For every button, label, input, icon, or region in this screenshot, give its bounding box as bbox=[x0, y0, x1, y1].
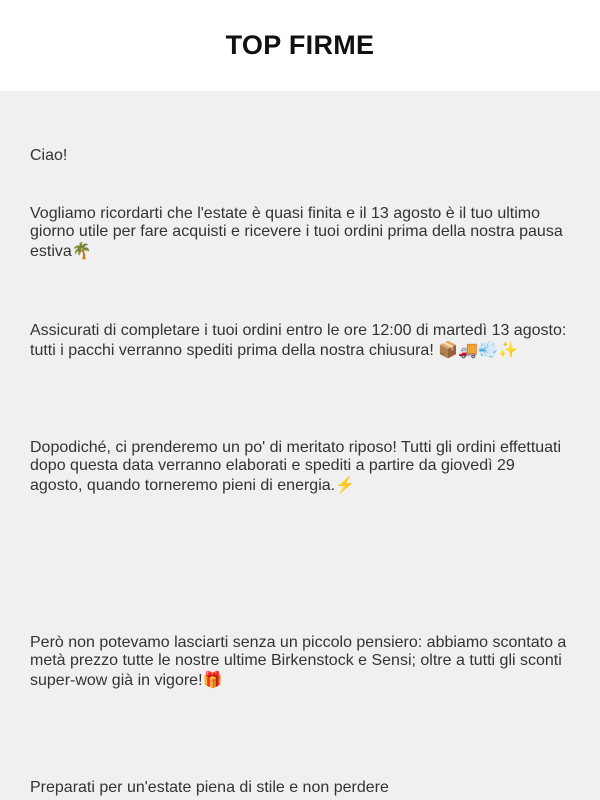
intro-paragraph: Vogliamo ricordarti che l'estate è quasi finita e il 13 agosto è il tuo ultimo giorno utile per fare acquisti e ricevere i tuoi ordini prima della nostra pausa estiva🌴 bbox=[30, 205, 563, 260]
outro-paragraph: Preparati per un'estate piena di stile e non perdere bbox=[30, 779, 389, 796]
brand-logo-text[interactable]: TOP FIRME bbox=[225, 30, 375, 60]
greeting-text: Ciao! bbox=[30, 147, 68, 164]
break-notice-paragraph: Dopodiché, ci prenderemo un po' di meritato riposo! Tutti gli ordini effettuati dopo questa data verranno elaborati e spediti a partire da giovedì 29 agosto, quando torneremo pieni di energia.⚡ bbox=[30, 439, 562, 494]
gift-paragraph: Però non potevamo lasciarti senza un piccolo pensiero: abbiamo scontato a metà prezzo tutte le nostre ultime Birkenstock e Sensi; oltre a tutti gli sconti super-wow già in vigore!🎁 bbox=[30, 634, 567, 689]
email-header bbox=[0, 0, 600, 91]
deadline-paragraph: Assicurati di completare i tuoi ordini entro le ore 12:00 di martedì 13 agosto: tutti i pacchi verranno spediti prima della nostra chiusura! 📦🚚💨✨ bbox=[30, 322, 567, 359]
